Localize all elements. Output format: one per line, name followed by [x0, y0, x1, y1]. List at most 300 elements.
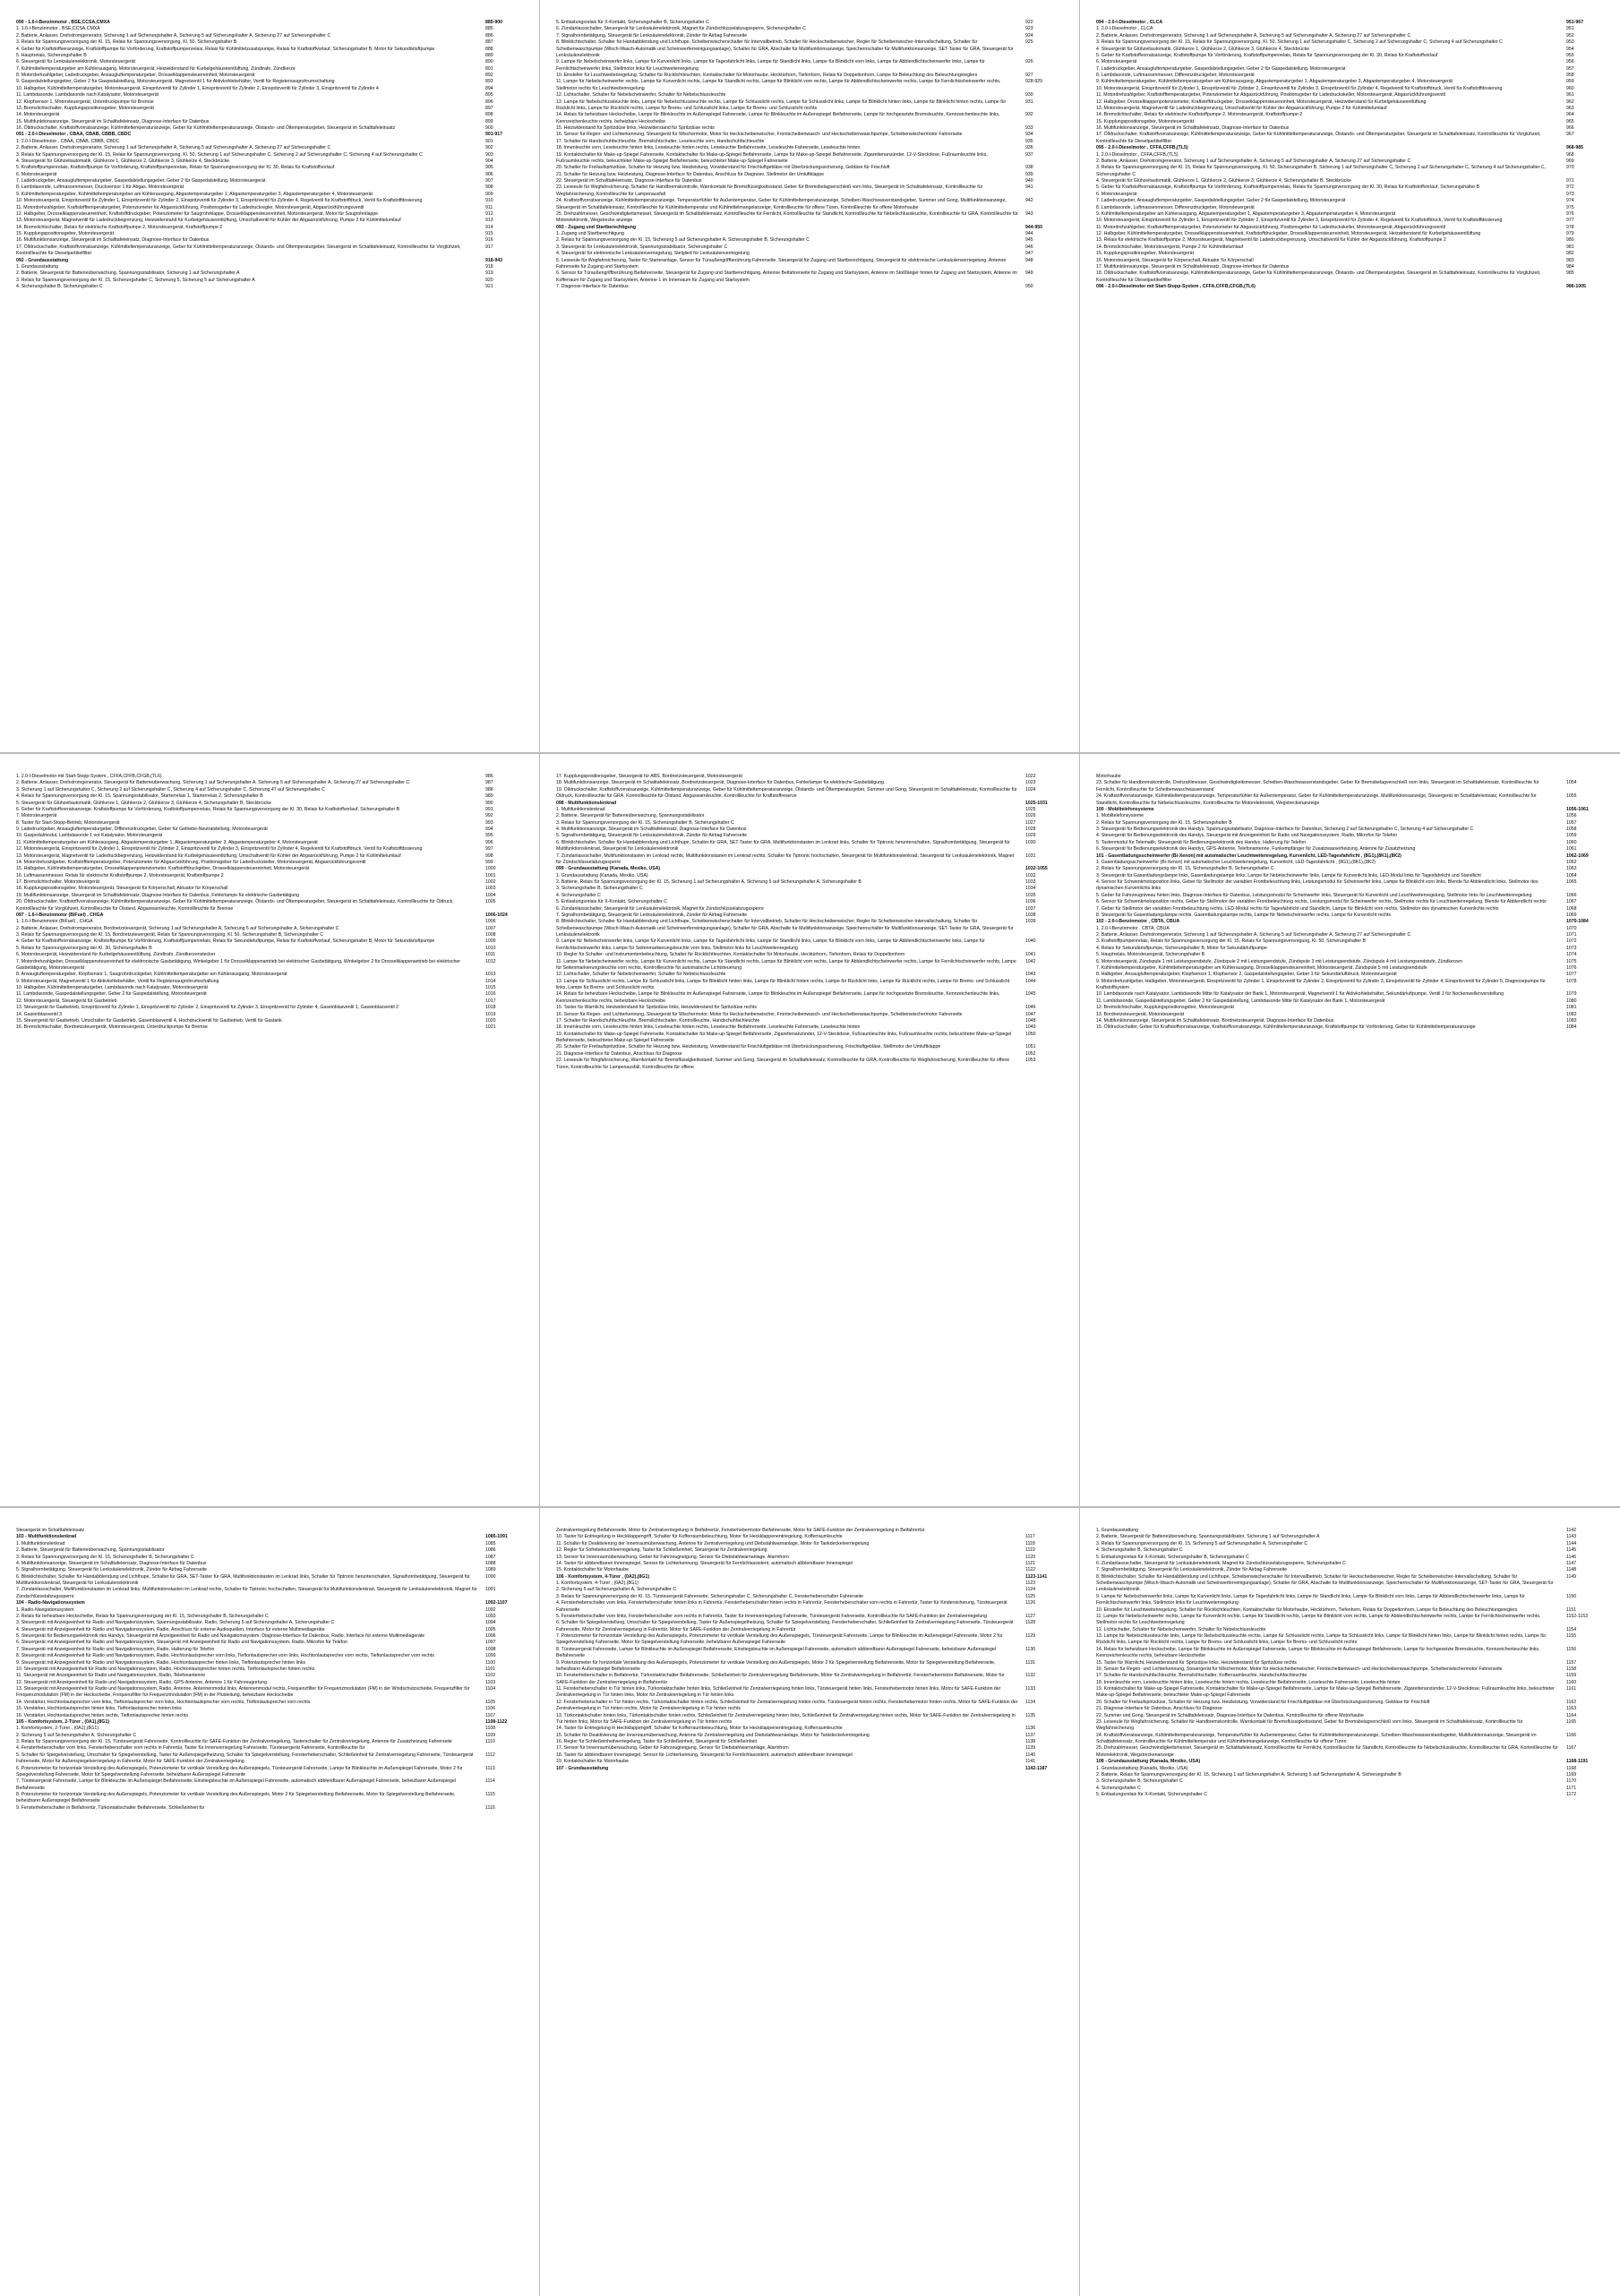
index-entry-text: 11. Schalter für Deaktivierung der Innenraumüberwachung, Antenne für Zentralverriegelung und Diebstahlwarnanlage, Motor für Tankdeckelverriegelung	[556, 1540, 870, 1546]
index-entry-page: 999	[485, 859, 493, 865]
index-entry-text: 093 - Zugang und Startberechtigung	[556, 224, 637, 230]
index-entry-page: 1160	[1566, 1679, 1577, 1685]
index-entry	[16, 73, 527, 79]
index-entry-text: 3. Kraftstoffpumpenrelais, Relais für Spannungsversorgung der Kl. 15, Relais für Spannungsversorgung, Kl. 50, Sicherungshalter B	[1096, 938, 1366, 945]
index-entry-page: 1038	[1025, 912, 1036, 918]
index-entry-text: 13. Bordnetzsteuergerät, Motorsteuergerät	[1096, 1011, 1185, 1017]
index-entry	[16, 59, 527, 65]
index-entry	[16, 840, 527, 846]
index-entry-text: 7. Kühlmitteltemperaturgeber, Kühlmitteltemperaturgeber am Kühlerausgang, Drosselklappensteuereinheit, Motorsteuergerät, Zündspule 5 mit Leistungsendstufe	[1096, 964, 1427, 971]
index-entry-text: 9. Lampe für Nebelscheinwerfer links, Lampe für Kurvenlicht links, Lampe für Tagesfahrlicht links, Lampe für Standlicht links, Lampe für Blinklicht vorn links, Lampe für Abblendlichtscheinwerfer links, Lampe für Fernlichtscheinwerfer links, Lampe für Seitenmarkierungsleuchte vorn links, Stellmotor links für Leuchtweitenregelung	[556, 938, 985, 951]
index-entry-text: 12. Bremslichtschalter, Kupplungspositionsgeber, Motorsteuergerät	[1096, 1005, 1234, 1011]
index-entry	[556, 938, 1067, 952]
index-entry-text: 15. Multifunktionsanzeige, Steuergerät im Schalttafeleinsatz, Diagnose-Interface für Datenbus	[16, 118, 210, 124]
index-entry-text: 15. Heizwiderstand für Spritzdüse links, Heizwiderstand für Spritzdüse rechts	[556, 125, 715, 131]
index-entry-text: 9. Kühlmitteltemperaturgeber, Kühlmitteltemperaturgeber am Kühlerausgang, Abgastemperaturgeber 1, Abgastemperaturgeber 3, Abgastemperaturgeber 4, Motorsteuergerät	[1096, 79, 1453, 85]
index-entry	[16, 26, 527, 32]
index-entry-text: 10. Einsteller für Leuchtweitenregelung, Schalter für Rücklichtleuchten, Kontaktschalter für Motorhaube, Hecktürhorn, Tiefenhorn, Relais für Doppeltonhorn, Lampe für Beleuchtung des Beleuchtungsreglers	[1096, 1606, 1518, 1613]
index-entry-page: 1070	[1566, 925, 1577, 931]
index-entry-page: 1034	[1025, 886, 1036, 892]
index-entry	[556, 59, 1067, 73]
index-entry-text: 8. Lambdasonde, Luftmassenmesser, Differenzdruckgeber, Motorsteuergerät	[1096, 204, 1255, 210]
index-entry-text: 13. Lampe für Nebelschlussleuchte links, Lampe für Nebelschlussleuchte rechts, Lampe für Schlusslicht rechts, Lampe für Schlusslicht links, Lampe für Blinklicht hinten links, Lampe für Blinklicht hinten rechts, Lampe für Rücklicht links, Lampe für Rücklicht rechts, Lampe für Brems- und Schlusslicht links, Lampe für Brems- und Schlusslicht rechts	[1096, 1633, 1547, 1646]
index-entry	[16, 1607, 527, 1614]
index-entry-page: 1156	[1566, 1646, 1577, 1652]
index-entry-page: 1051	[1025, 1044, 1036, 1050]
index-entry-text: 1. Multifunktionslenkrad	[556, 806, 605, 812]
index-entry-page: 925	[1025, 39, 1033, 46]
index-entry-text: 6. Sensor für Türaußengriffberührung Beifahrerseite, Steuergerät für Zugang und Startberechtigung, Antenne Beifahrerseite für Zugang und Startsystem, Antenne im Stoßfänger hinten für Zugang und Startsystem, Antenne im Kofferraum für Zugang und Startsystem, Antenne 1 im Innenraum für Zugang und Startsystem	[556, 270, 1017, 283]
index-entry-text: 20. Ölldruckschalter, Kraftstoffvorratsanzeige, Kühlmitteltemperaturanzeige, Geber für Kühlmitteltemperaturanzeige, Ölstands- und Öltemperaturgeber, Steuergerät im Schalttafeleinsatz, Kontrollleuchte für Öldruck, Kontrollleuchte für Vorglühzeit, Kontrollleuchte für Ölstand, Abgaswarnleuchte, Kontrollleuchte für Bremse	[16, 899, 454, 912]
index-entry-text: 9. Steuergerät mit Anzeigeeinheit für Radio und Navigationssystem, Radio, Hochtonlautsprecher hinten links, Tieftonlautsprecher hinten links	[16, 1659, 305, 1666]
index-entry	[16, 1024, 527, 1031]
index-entry-page: 917	[485, 244, 493, 250]
index-entry	[16, 284, 527, 290]
index-entry-text: 14. Relais für beheizbare Heckscheibe, Lampe für Blinkleuchte im Außenspiegel Fahrerseite, Lampe für Blinkleuchte im Außenspiegel Beifahrerseite, Lampe für hochgesetzte Bremsleuchte, Kennzeichenleuchte links, Kennzeichenleuchte rechts, beheizbare Heckscheibe	[1096, 1646, 1540, 1659]
index-entry-page: 1141	[1025, 1759, 1036, 1765]
index-entry-page: 963	[1566, 105, 1574, 111]
index-entry-page: 1030	[1025, 839, 1036, 845]
index-entry-page: 1121	[1025, 1560, 1036, 1566]
index-entry-page: 888	[485, 46, 493, 52]
index-entry-page: 920	[485, 277, 493, 283]
index-entry-text: 3. Relais für Spannungsversorgung der Kl. 15, Relais für Spannungsversorgung, Kl. 50, Sicherung 1 auf Sicherungshalter C, Sicherung 2 auf Sicherungshalter C, Sicherung 4 auf Sicherungshalter C	[1096, 39, 1503, 46]
index-entry-page: 1101	[485, 1666, 496, 1672]
index-entry	[556, 1745, 1067, 1752]
index-entry-text: 16. Regler für Schließeinheitverriegelung, Taster für Schließeinheit, Steuergerät für Schließeinheit	[556, 1739, 757, 1744]
index-entry-page: 1115	[485, 1792, 495, 1797]
index-entry-page: 919	[485, 270, 493, 277]
index-entry-text: 11. Motordrehzahlgeber, Kraftstofftemperaturgeber, Potenziometer für Abgasrückführung, Positionsgeber für Ladedruckskeller, Motorsteuergerät, Abgasrückführungsventil	[1096, 224, 1445, 230]
index-entry	[16, 53, 527, 59]
index-entry	[16, 946, 527, 952]
index-entry	[1096, 26, 1607, 32]
index-entry-page: 1036	[1025, 899, 1036, 905]
index-entry	[556, 92, 1067, 99]
index-entry-page: 1031	[1025, 852, 1036, 859]
index-entry-page: 1103	[485, 1679, 496, 1685]
index-entry	[556, 979, 1067, 992]
index-entry-page: 1010	[485, 945, 496, 951]
index-entry	[556, 270, 1067, 284]
index-entry-page: 1054	[1566, 780, 1577, 786]
index-entry	[556, 833, 1067, 839]
index-section-heading	[16, 132, 527, 138]
index-entry	[1096, 912, 1607, 919]
index-entry	[556, 20, 1067, 26]
index-entry	[16, 793, 527, 800]
index-entry	[556, 1018, 1067, 1024]
index-entry-page: 1062-1069	[1566, 852, 1589, 859]
index-entry-text: 17. Schalter für Handschuhfachleuchte, Bremslichtschalter, Leseleuchte vorn, Handschuhfachleuchte	[556, 138, 765, 144]
index-entry-page: 991	[485, 806, 493, 812]
index-entry-text: 4. Steuergerät für Bedienungselektronik des Handys, Steuergerät mit Anzeigeeinheit für Radio und Navigationssystem, Radio, Mikrofon für Telefon	[1096, 833, 1398, 839]
index-entry	[556, 1567, 1067, 1573]
index-entry-text: 12. Fensterheberschalter in Tür hinten rechts, Türkontaktschalter hinten rechts, Schließeinheit für Zentralverriegelung hinten rechts, Türsteuergerät hinten rechts, Fensterhebermotor hinten rechts, Motor für SAFE-Funktion der Zentralverriegelung in Tür hinten rechts, Motor für Zentralverriegelung in Tür hinten rechts	[556, 1699, 1018, 1712]
index-entry-text: 12. Motorsteuergerät, Einspritzventil für Zylinder 1, Einspritzventil für Zylinder 2, Einspritzventil für Zylinder 3, Einspritzventil für Zylinder 4, Regelventil für Kraftstoffdruck, Ventil für Kraftstoffdosierung	[16, 846, 423, 852]
index-entry-text: 5. Signalhornbetätigung, Steuergerät für Lenksäulenelektronik, Zünder für Airbag Fahrerseite	[16, 1567, 208, 1573]
index-entry	[16, 1640, 527, 1646]
index-entry	[16, 813, 527, 819]
index-entry	[16, 86, 527, 92]
index-entry	[1096, 906, 1607, 912]
index-entry	[1096, 1686, 1607, 1700]
index-entry-text: 5. Hauptrelais, Sicherungshalter B	[16, 52, 87, 58]
index-entry	[16, 1706, 527, 1712]
index-entry-text: 3. Relais für Spannungsversorgung der Kl. 15, Relais für Spannungsversorgung, Kl. 50, Sicherungshalter B, Sicherung 1 auf Sicherungshalter C, Sicherung 2 auf Sicherungshalter C, Sicherung 4 auf Sicherungshalter C, Sicherungshalter C	[1096, 165, 1547, 177]
index-entry-page: 893	[485, 79, 493, 85]
index-entry-text: 14. Relais für beheizbare Heckscheibe, Lampe für Blinkleuchte im Außenspiegel Fahrerseite, Lampe für Blinkleuchte im Außenspiegel Beifahrerseite, Lampe für hochgesetzte Bremsleuchte, Kennzeichenleuchte links, Kennzeichenleuchte rechts, beheizbare Heckscheibe	[556, 112, 1000, 124]
index-entry-page: 1134	[1025, 1699, 1036, 1705]
column-1	[0, 0, 540, 752]
index-entry-page: 1123	[1025, 1581, 1036, 1586]
index-entry	[1096, 952, 1607, 958]
index-entry	[16, 1792, 527, 1805]
index-entry-page: 1052	[1025, 1050, 1036, 1057]
index-entry-text: 18. Multifunktionsanzeige, Steuergerät im Schalttafeleinsatz, Bordnetzsteuergerät, Diagnose-Interface für Datenbus, Fehlerlampe für elektrische Gasbetätigung	[556, 780, 884, 786]
index-entry-text: 11. Motordrehzahlgeber, Kraftstofftemperaturgeber, Potenziometer für Abgasrückführung, Positionsgeber für Ladedruckregler, Motorsteuergerät, Abgasrückführungsventil	[16, 204, 364, 210]
index-entry	[16, 1778, 527, 1792]
index-entry-page: 948	[1025, 257, 1033, 263]
index-entry-page: 1060	[1566, 839, 1577, 845]
index-entry-page: 931	[1025, 99, 1033, 105]
index-entry-text: 12. Steuergerät mit Anzeigeeinheit für Radio und Navigationssystem, Radio, GPS-Antenne, Antenne 1 für Fahrzeugortung	[16, 1679, 268, 1685]
index-entry-text: 4. Steuergerät für Glühzeitautomatik, Glühkerze 1, Glühkerze 2, Glühkerze 3, Glühkerze 4, Steckbrücke	[16, 158, 230, 164]
index-entry	[16, 787, 527, 793]
index-entry	[556, 820, 1067, 827]
index-entry-text: 091 - 2.0-l-Dieselmotor , CBAA, CBAB, CBBB, CBDC	[16, 132, 132, 138]
index-entry-text: 2. Batterie, Anlasser, Drehstromgenerator, Bordnetzsteuergerät, Sicherung 1 auf Sicherungshalter A, Sicherung 5 auf Sicherungshalter A, Sicherungshalter C	[16, 925, 339, 931]
index-entry	[556, 1726, 1067, 1732]
index-entry-text: 8. Lambdasonde, Luftmassenmesser, Differenzdruckgeber, Motorsteuergerät	[1096, 73, 1255, 78]
index-entry-page: 1152-1153	[1566, 1613, 1589, 1619]
index-entry	[556, 132, 1067, 138]
index-entry-text: 9. Motordrehzahlgeber, Halbgeber, Motorsteuergerät, Einspritzventil für Zylinder 1, Einspritzventil für Zylinder 2, Einspritzventil für Zylinder 3, Einspritzventil für Zylinder 4, Einspritzventil für Zylinder 5, Diagnosepumpe für Kraftstoffsystem	[1096, 978, 1546, 990]
index-entry	[556, 893, 1067, 899]
index-entry	[556, 1058, 1067, 1071]
index-entry-page: 891	[485, 65, 493, 72]
index-entry-text: 5. Relais für Spannungsversorgung der Kl. 30, Sicherungshalter B	[16, 945, 152, 951]
index-entry-page: 885	[485, 26, 493, 32]
index-entry-page: 1106	[485, 1706, 496, 1712]
index-entry-text: 17. Kupplungspositionsgeber, Steuergerät für ABS, Bordnetzsteuergerät, Motorsteuergerät	[556, 774, 742, 779]
index-entry	[1096, 860, 1607, 866]
index-entry-text: 096 - 2.0-l-Dieselmotor mit Start-Stopp-System , CFFA,CFFB,CFGB,(TL6)	[1096, 284, 1256, 289]
index-entry	[556, 1759, 1067, 1765]
index-entry	[1096, 1561, 1607, 1567]
index-entry-text: 24. Kraftstoffvorratsanzeige, Kühlmitteltemperaturanzeige, Temperaturfühler für Außentemperatur, Geber für Kühlmitteltemperaturanzeige, Multifunktionsanzeige, Steuergerät im Schalttafeleinsatz, Kontrollleuchte für Standlicht, Kontrollleuchte für Nebelschlussleuchte, Kontrollleuchte für Motorelektronik, Wegstreckenanzeige	[1096, 793, 1537, 806]
index-entry-page: 1095	[485, 1626, 496, 1632]
index-entry-text: 12. Lichtschalter, Schalter für Nebelscheinwerfer, Schalter für Nebelschlussleuchte	[556, 972, 726, 978]
index-entry-page: 936	[1025, 145, 1033, 151]
index-entry	[1096, 1733, 1607, 1746]
index-entry-page: 1001	[485, 872, 496, 878]
index-entry-page: 1020	[485, 1017, 496, 1024]
index-entry-text: 6. Sensor für Schwenkmotoposition rechts, Geber für Stellmotor der variablen Frontbeleuchtung rechts, Leistungsmodul für Scheinwerfer rechts, Stellmotor rechts für Leuchtweitenregelung, Blende für Abblendlicht rechts	[1096, 899, 1547, 905]
index-entry-text: Motorhaube	[1096, 774, 1121, 779]
index-entry-text: 16. Multifunktionsanzeige, Steuergerät im Schalttafeleinsatz, Diagnose-Interface für Datenbus	[16, 237, 210, 244]
index-entry-text: 7. Signalhornbetätigung, Steuergerät für Lenksäulenelektronik, Zünder für Airbag Fahrerseite	[556, 912, 748, 918]
index-entry-page: 979	[1566, 231, 1574, 236]
index-section-heading	[556, 1574, 1067, 1581]
index-entry-text: 5. Entlastungsrelais für X-Kontakt, Sicherungshalter C	[556, 899, 667, 905]
index-entry	[16, 1012, 527, 1018]
index-entry	[556, 1647, 1067, 1660]
index-entry-page: 899	[485, 118, 493, 124]
index-entry	[1096, 251, 1607, 257]
index-entry	[1096, 998, 1607, 1005]
index-entry-text: 6. Steuergerät für Lenksäulenelektronik, Motorsteuergerät	[16, 59, 135, 65]
index-entry-page: 1068	[1566, 905, 1577, 912]
index-entry	[16, 853, 527, 860]
index-entry	[1096, 1607, 1607, 1614]
index-entry-page: 1154	[1566, 1626, 1577, 1632]
index-entry-text: 4. Geber für Kraftstoffvorratsanzeige, Kraftstoffpumpe für Vorförderung, Kraftstoffpumpenrelais, Relais für Sekundärluftpumpe, Relais für Kraftstoffvorlauf, Sicherungshalter B, Motor für Sekundärluftpumpe	[16, 938, 435, 945]
index-entry	[556, 237, 1067, 244]
index-entry	[1096, 873, 1607, 879]
index-entry-page: 894	[485, 85, 493, 91]
index-entry-page: 1147	[1566, 1560, 1577, 1566]
index-entry-page: 1130	[1025, 1646, 1036, 1652]
index-entry-page: 1117	[1025, 1534, 1035, 1540]
index-entry	[16, 1620, 527, 1626]
index-entry-page: 1011	[485, 952, 496, 958]
index-entry-page: 1061	[1566, 846, 1577, 852]
index-entry-text: 12. Motorsteuergerät, Steuergerät für Gasbetrieb	[16, 998, 117, 1004]
index-entry-page: 898	[485, 112, 493, 118]
index-entry-page: 1114	[485, 1778, 495, 1785]
index-entry-text: 3. Steuergerät mit Anzeigeeinheit für Radio und Navigationssystem, Spannungsstabilisator, Radio, Sicherung 5 auf Sicherungshalter A, Sicherungshalter C	[16, 1620, 335, 1626]
index-entry-page: 1093	[485, 1613, 496, 1619]
index-entry-page: 1028	[1025, 827, 1036, 832]
index-entry-page: 1047	[1025, 1011, 1036, 1017]
index-entry-text: 092 - Grundausstattung	[16, 257, 69, 263]
index-entry	[556, 1541, 1067, 1547]
index-entry	[16, 873, 527, 879]
index-entry-text: Zentralverriegelung Beifahrerseite, Motor für Zentralverriegelung in Beifahrertür, Fensterhebermotor Beifahrerseite, Motor für SAFE-Funktion der Zentralverriegelung in Beifahrertür	[556, 1528, 925, 1533]
index-entry-text: 1. Grundausstattung (Kanada, Mexiko, USA)	[1096, 1765, 1188, 1771]
index-entry	[16, 1752, 527, 1766]
index-entry-text: 6. Motorsteuergerät	[1096, 59, 1137, 65]
index-entry	[16, 237, 527, 244]
index-entry	[1096, 1680, 1607, 1686]
index-entry-page: 1077	[1566, 972, 1577, 978]
index-entry-text: 7. Potenziometer für horizontale Verstellung des Außenspiegels, Potenziometer für vertikale Verstellung des Außenspiegels, Türsteuergerät Fahrerseite, Lampe für Blinkleuchte im Außenspiegel Fahrerseite, Motor 2 für Spiegelverstellung Fahrerseite, Motor für Spiegelverstellung Fahrerseite, beheizbarer Außenspiegel Fahrerseite	[556, 1633, 1003, 1646]
index-entry	[556, 1051, 1067, 1058]
index-entry	[16, 972, 527, 978]
index-entry-page: 1092	[485, 1606, 496, 1613]
index-entry	[1096, 827, 1607, 833]
index-entry-text: 4. Geber für Kraftstoffseranzeige, Kraftstoffpumpe für Vorförderung, Kraftstoffpumpenrelais, Relais für Kühlmittelzusatzpumpe, Relais für Kraftstoffvorlauf, Sicherungshalter B, Motor für Sekundärluftpumpe	[16, 46, 435, 52]
index-entry-text: 102 - 2.0-l-Benzinmotor , CBTA, CBUA	[1096, 919, 1180, 925]
index-entry-page: 1094	[485, 1620, 496, 1626]
index-entry-page: 1158	[1566, 1666, 1577, 1672]
index-entry	[1096, 39, 1607, 46]
index-entry-page: 1082	[1566, 1011, 1577, 1017]
index-entry	[1096, 92, 1607, 99]
index-entry	[1096, 132, 1607, 145]
index-entry-page: 956	[1566, 59, 1574, 65]
index-entry	[556, 1739, 1067, 1745]
index-entry-page: 1149	[1566, 1573, 1577, 1580]
index-entry-text: 094 - 2.0-l-Dieselmotor , CLCA	[1096, 20, 1163, 25]
index-entry-text: 5. Signalhornbetätigung, Steuergerät für Lenksäulenelektronik, Zünder für Airbag Fahrerseite	[556, 833, 748, 839]
index-entry	[16, 278, 527, 284]
index-entry	[1096, 893, 1607, 899]
index-entry-page: 1062	[1566, 859, 1577, 865]
index-section-heading	[16, 1719, 527, 1726]
index-entry-page: 907	[485, 178, 493, 184]
index-entry-page: 1059	[1566, 833, 1577, 839]
index-entry	[1096, 932, 1607, 938]
index-entry-page: 1063	[1566, 866, 1577, 872]
index-entry-text: 7. Ladedruckgeber, Ansaugluftemperaturgeber, Gaspedalstellungsgeber, Geber 2 für Gaspedalstellung, Motorsteuergerät	[1096, 65, 1346, 72]
page-band-top	[0, 0, 1620, 754]
index-entry	[16, 1587, 527, 1600]
index-entry	[1096, 813, 1607, 819]
index-entry	[1096, 1647, 1607, 1660]
index-entry-text: 5. Geber für Kraftstoffvorratsanzeige, Kraftstoffpumpe für Vorförderung, Kraftstoffpumpenrelais, Relais für Spannungsversorgung der Kl. 30, Relais für Kraftstoffvorlauf, Sicherungshalter B	[1096, 184, 1480, 191]
index-entry-text: 097 - 1.6-l-Benzinmotor (BiFuel) , CHGA	[16, 912, 104, 918]
index-section-heading	[16, 912, 527, 919]
index-entry-text: 13. Steuergerät mit Anzeigeeinheit für Radio und Navigationssystem, Radio, Antenne, Antennenmodul links, Antennenmodul rechts, Frequenzfilter für Frequenzmodulation (FM) in der Windschutzscheibe, Frequenzfilter für Frequenzmodulation (FM) in der Heckscheibe, Frequenzfilter für Frequenzmodulation (FM) in der Plusleitung, beheizbare Heckscheibe	[16, 1686, 470, 1699]
index-entry	[1096, 178, 1607, 184]
index-section-heading	[556, 866, 1067, 872]
index-entry-page: 1131	[1025, 1659, 1036, 1666]
index-entry	[16, 774, 527, 780]
index-entry	[556, 152, 1067, 166]
index-entry	[16, 1733, 527, 1739]
index-entry-page: 1041	[1025, 952, 1036, 958]
index-entry-page: 969	[1566, 158, 1574, 164]
index-entry-text: 24. Kraftstoffvorratsanzeige, Kühlmitteltemperaturanzeige, Temperaturfühler für Außentemperatur, Geber für Kühlmitteltemperaturanzeige, Scheiben-Waschwasserstandsgeber, Multifunktionsanzeige, Steuergerät im Schalttafeleinsatz, Kontrollleuchte für Kühlmitteltemperatur und Kühlmittelmangelanzeige, Kontrollleuchte für offene Türen	[1096, 1732, 1537, 1744]
index-entry-page: 910	[485, 198, 493, 204]
index-entry-text: 24. Kraftstoffvorratsanzeige, Kühlmitteltemperaturanzeige, Temperaturfühler für Außentemperatur, Geber für Kühlmitteltemperaturanzeige, Scheiben-Waschwasserstandsgeber, Summer und Gong, Multifunktionsanzeige, Steuergerät im Schalttafeleinsatz, Kontrollleuchte für Kühlmitteltemperatur und Kühlmittelmangelanzeige, Kontrollleuchte für offene Türen, Kontrollleuchte für offene Motorhaube	[556, 198, 1007, 210]
index-entry-text: 7. Ladedruckgeber, Ansaugluftemperaturgeber, Gaspedalstellungsgeber, Geber 2 für Gaspedalstellung, Motorsteuergerät	[1096, 198, 1346, 204]
index-entry-text: 15. Kontaktschalter für Motorhaube	[556, 1567, 630, 1573]
index-entry-page: 1005	[485, 899, 496, 905]
index-entry	[556, 1024, 1067, 1031]
index-entry-page: 1076	[1566, 964, 1577, 971]
index-entry-page: 905	[485, 165, 493, 171]
index-entry	[16, 172, 527, 178]
index-entry-text: 13. Lampe für Nebelschlussleuchte links, Lampe für Nebelschlussleuchte rechts, Lampe für Schlusslicht rechts, Lampe für Schlusslicht links, Lampe für Blinklicht hinten links, Lampe für Blinklicht hinten rechts, Lampe für Rücklicht links, Lampe für Rücklicht rechts, Lampe für Brems- und Schlusslicht links, Lampe für Brems- und Schlusslicht rechts	[556, 99, 1007, 111]
index-entry	[16, 998, 527, 1005]
index-entry-text: 18. Innenleuchte vorn, Leseleuchte hinten links, Leseleuchte hinten rechts, Leseleuchte Beifahrerseite, Leseleuchte Fahrerseite, Leseleuchte hinten	[1096, 1679, 1401, 1685]
index-entry	[1096, 165, 1607, 178]
index-entry-page: 1040	[1025, 938, 1036, 945]
index-entry	[16, 1005, 527, 1011]
index-entry-page: 1098	[485, 1646, 496, 1652]
index-entry-page: 1144	[1566, 1540, 1577, 1546]
index-entry-page: 985	[1566, 270, 1574, 277]
index-entry	[556, 99, 1067, 113]
index-entry	[556, 211, 1067, 225]
index-entry	[16, 33, 527, 39]
index-entry-text: 19. Multifunktionsanzeige, Steuergerät im Schalttafeleinsatz, Diagnose-Interface für Datenbus, Fehlerlampe für elektrische Gasbetätigung	[16, 892, 300, 898]
index-entry-text: 13. Relais für elektrische Kraftstoffpumpe 2, Motorsteuergerät, Magnetventil für Ladedruckbegrenzung, Umschaltventil für Kühler der Abgasrückführung, Kraftstoffpumpe 2	[1096, 237, 1446, 244]
index-entry-text: 23. Leseeule für Wegfahrsicherung, Schalter für Handbremskontrolle, Warnkontakt für Bremsflüssigkeitsstand, Geber für Bremsbelagverschleiß vorn links, Steuergerät im Schalttafeleinsatz, Kontrollleuchte für Wegfahrsicherung	[1096, 1718, 1523, 1732]
index-entry-text: 2. Sicherung 5 auf Sicherungshalter A, Sicherungshalter C	[16, 1732, 137, 1738]
index-entry-page: 1002	[485, 879, 496, 885]
index-entry-page: 1090	[485, 1573, 496, 1580]
index-entry-text: 8. Ansaugluftemperaturgeber, Klopfsensor 1, Saugrohrdruckgeber, Kühlmitteltemperaturgeber am Kühlerausgang, Motorsteuergerät	[16, 972, 287, 978]
index-entry	[16, 198, 527, 204]
index-entry-page: 951-967	[1566, 20, 1584, 25]
index-entry-text: 3. Steuergerät für Lenksäulenelektronik, Spannungsstabilisator, Sicherungshalter C	[556, 244, 728, 250]
index-entry-page: 990	[485, 800, 493, 806]
index-entry-page: 958	[1566, 73, 1574, 78]
index-entry-text: 23. Schalter für Handbremskontrolle, Drehzahlmesser, Geschwindigkeitsmesser, Scheiben-Waschwasserstandsgeber, Geber für Bremsbelagverschleiß vorn links, Steuergerät im Schalttafeleinsatz, Kontrollleuchte für Fernlicht, Kontrollleuchte für Scheibenwaschwasserstand	[1096, 780, 1539, 792]
index-entry-page: 1016	[485, 991, 496, 998]
index-entry	[556, 1587, 1067, 1593]
index-entry	[556, 1547, 1067, 1554]
index-entry-page: 1033	[1025, 879, 1036, 885]
index-entry	[556, 959, 1067, 972]
index-entry-text: 11. Lampe für Nebelscheinwerfer rechts, Lampe für Kurvenlicht rechts, Lampe für Standlicht rechts, Lampe für Blinklicht vorn rechts, Lampe für Abblendlichtscheinwerfer rechts, Lampe für Fernlichtscheinwerfer rechts, Lampe für Seitenmarkierungsleuchte vorn rechts, Kontrollleuchte für automatische Lichtsteuerung	[556, 958, 1016, 971]
index-entry-page: 1120	[1025, 1554, 1036, 1560]
index-entry	[1096, 879, 1607, 893]
index-entry-page: 924	[1025, 32, 1033, 39]
index-entry	[1096, 1614, 1607, 1627]
index-entry-text: 4. Relais für Spannungsversorgung der Kl. 15, Spannungsstabilisator, Starterrelais 1, Starterrelais 2, Sicherungshalter B	[16, 793, 263, 800]
index-entry-text: 1. Gasentladungsscheinwerfer (Bi-Xenon) mit automatischer Leuchtweitenregelung, Kurvenlicht, LED-Tagesfahrlicht , (8G1),(8K1),(8K2)	[1096, 859, 1376, 865]
index-entry-text: 2. Batterie, Anlasser, Drehstromgenerator, Sicherung 1 auf Sicherungshalter A, Sicherung 5 auf Sicherungshalter A, Sicherung 27 auf Sicherungshalter C	[1096, 158, 1411, 164]
index-entry-page: 1091	[485, 1587, 496, 1593]
index-entry-page: 994	[485, 827, 493, 832]
index-entry-text: 5. Schalter für Spiegelverstellung, Umschalter für Spiegelverstellung, Taster für Außenspiegelheizung, Schalter für Spiegelverstellung, Fensterheberschalter, Schließeinheit für Zentralverriegelung Fahrerseite, Türsteuergerät Fahrerseite, Motor für Außenspiegelverriegelung in Fahrertür, Motor für SAFE-Funktion der Zentralverriegelung	[16, 1752, 474, 1765]
index-entry-text: 14. Taster für Entriegelung in Heckklappengriff, Schalter für Kofferraumbeleuchtung, Motor für Heckklappenentriegelung, Kofferraumleuchte	[556, 1726, 843, 1732]
index-entry-text: 2. Batterie, Relais für Spannungsversorgung der Kl. 15, Sicherung 1 auf Sicherungshalter A, Sicherung 5 auf Sicherungshalter A, Sicherungshalter B	[556, 879, 861, 885]
index-entry-text: 11. Lambdasonde, Lambdasonde nach Katalysator, Motorsteuergerät	[16, 92, 159, 99]
index-entry-page: 1026	[1025, 813, 1036, 819]
index-entry	[16, 827, 527, 833]
index-entry-text: 6. Zündanlassschalter, Steuergerät für Lenksäulenelektronik, Magnet für Zündschlüsselabzugssperre, Sicherungshalter C	[1096, 1560, 1346, 1566]
index-entry-page: 1065	[1566, 879, 1577, 885]
index-entry	[1096, 866, 1607, 872]
index-entry-text: 13. Sensor für Innenraumüberwachung, Geber für Fahrzeugneigung, Sensor für Diebstahlwarnanlage, Alarmhorn	[556, 1554, 789, 1560]
index-entry-text: 14. Bremslichtschalter, Motorsteuergerät, Pumpe 2 für Kühlmittelumlauf	[1096, 244, 1244, 250]
index-entry-page: 1109	[485, 1732, 496, 1738]
index-entry-text: 17. Sensor für Innenraumüberwachung, Geber für Fahrzeugneigung, Sensor für Diebstahlwarnanlage, Alarmhorn	[556, 1745, 789, 1752]
index-entry	[1096, 1772, 1607, 1778]
index-entry-text: 7. Motordrehzahlgeber, Drosselklappensteuereinheit für elektronische Gasbetätigung, Winkelgeber 1 für Drosselklappenantrieb bei elektrischer Gasbetätigung, Winkelgeber 2 für Drosselklappenantrieb bei elektrischer Gasbetätigung, Motorsteuergerät	[16, 958, 460, 971]
index-entry-page: 1003	[485, 886, 496, 892]
index-entry-text: 3. Sicherungshalter B, Sicherungshalter C	[556, 886, 643, 892]
index-entry-text: 10. Motorsteuergerät, Einspritzventil für Zylinder 1, Einspritzventil für Zylinder 2, Einspritzventil für Zylinder 3, Einspritzventil für Zylinder 4, Regelventil für Kraftstoffdruck, Ventil für Kraftstoffdosierung	[1096, 218, 1503, 224]
index-entry	[16, 1614, 527, 1620]
index-entry-text: 2. Relais für Spannungsversorgung der Kl. 15, Sicherungshalter B	[1096, 819, 1232, 826]
column-3	[1080, 0, 1620, 752]
index-entry-text: 11. Lambdasonde, Gaspedalstellungsgeber, Geber 2 für Gaspedalstellung, Lambdasonde Mitte für Katalysator der Bank 1, Motorsteuergerät	[1096, 998, 1385, 1004]
index-entry-text: 5. Entlastungsrelais für X-Kontakt, Sicherungshalter B, Sicherungshalter C	[1096, 1554, 1249, 1560]
index-section-heading	[16, 20, 527, 26]
index-entry	[556, 1700, 1067, 1713]
index-entry-text: 18. Kupplungspositionsgeber, Motorsteuergerät, Steuergerät für Körperschall, Aktuator für Körperschall	[16, 886, 228, 892]
index-entry	[1096, 1534, 1607, 1540]
index-entry-page: 981	[1566, 244, 1574, 250]
index-entry-text: 20. Schalter für Freilaufspritzdüse, Schalter für Heizung bzw. Heizleistung, Vorwiderstand für Frischluftgebläse mit Überbrückungssicherung, Frischluftgebläse, Stellmotor der Umluftklappe	[556, 1044, 941, 1050]
index-entry-text: 11. Lampe für Nebelscheinwerfer rechts, Lampe für Kurvenlicht rechts, Lampe für Standlicht rechts, Lampe für Blinklicht vorn rechts, Lampe für Abblendlichtscheinwerfer rechts, Lampe für Fernlichtscheinwerfer rechts, Stellmotor rechts für Leuchtweitenregelung	[556, 79, 1001, 91]
index-entry	[16, 225, 527, 231]
index-entry-text: 107 - Grundausstattung	[556, 1765, 609, 1771]
index-entry-text: 14. Motorsteuergerät	[16, 112, 60, 118]
index-entry-text: 6. Motorsteuergerät	[16, 171, 57, 177]
index-entry-page: 1089	[485, 1567, 496, 1573]
index-entry	[1096, 270, 1607, 284]
index-entry-page: 982	[1566, 251, 1574, 257]
index-entry-page: 1138	[1025, 1739, 1036, 1744]
